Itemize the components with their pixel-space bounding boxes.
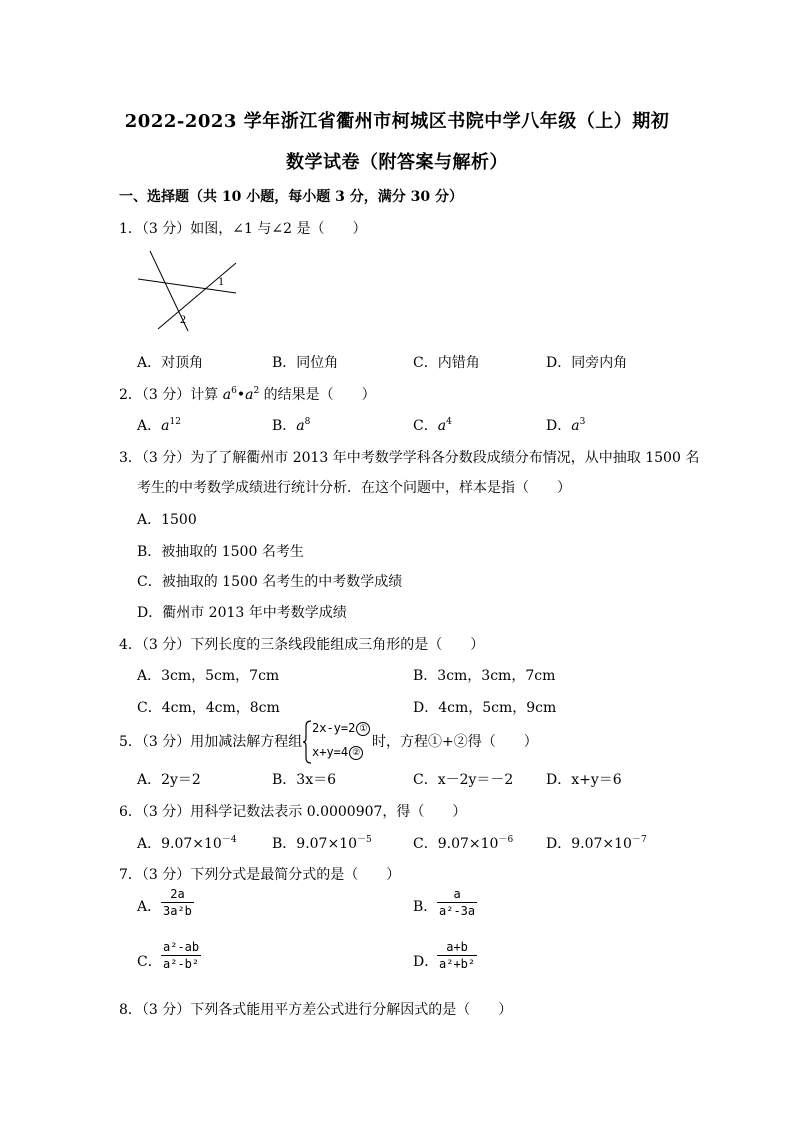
- question-1-option-c: C．内错角: [413, 355, 480, 371]
- section-heading-choice: 一、选择题（共 10 小题，每小题 3 分，满分 30 分）: [119, 189, 463, 205]
- question-3-option-d: D．衢州市 2013 年中考数学成绩: [137, 605, 347, 621]
- system-equation-1: 2x-y=2 ①: [312, 721, 370, 736]
- question-7-option-b-letter: B．: [413, 899, 438, 915]
- question-7-option-a-fraction: 2a 3a²b: [163, 887, 192, 918]
- question-8-stem: 8．（3 分）下列各式能用平方差公式进行分解因式的是（ ）: [119, 1002, 513, 1018]
- question-5-option-a: A．2y＝2: [137, 772, 201, 788]
- question-3-option-a: A．1500: [137, 512, 197, 528]
- question-7-option-d-fraction: a+b a²+b²: [439, 940, 476, 971]
- angle-label-1: 1: [218, 274, 224, 288]
- question-6-option-a: A．$9.07\times 10^{-4}$: [137, 835, 237, 852]
- equation-tag-2: ②: [349, 746, 363, 760]
- question-3-stem-line-1: 3．（3 分）为了了解衢州市 2013 年中考数学学科各分数段成绩分布情况，从中抽取 1500 名: [119, 450, 700, 466]
- q2-exp-1: 6: [231, 386, 237, 396]
- question-6-option-c: C．$9.07\times 10^{-6}$: [413, 835, 514, 852]
- question-6-option-b: B．$9.07\times 10^{-5}$: [272, 835, 372, 852]
- equation-tag-1: ①: [356, 722, 370, 736]
- question-7-option-b-fraction: a a²-3a: [439, 887, 476, 918]
- question-3-option-b: B．被抽取的 1500 名考生: [137, 544, 304, 560]
- transversal-line-2: [158, 263, 236, 329]
- angle-label-2: 2: [180, 312, 186, 326]
- question-7-stem: 7．（3 分）下列分式是最简分式的是（ ）: [119, 867, 401, 883]
- question-5-stem-suffix: 时，方程①+②得（ ）: [372, 734, 538, 750]
- question-7-option-d-letter: D．: [413, 954, 439, 970]
- question-4-option-b: B．3cm，3cm，7cm: [413, 668, 556, 684]
- question-1-figure: [136, 247, 246, 335]
- question-2-stem: [119, 384, 376, 404]
- question-5-option-d: D．x+y＝6: [546, 772, 622, 788]
- question-1-option-d: D．同旁内角: [546, 355, 628, 371]
- q2-prefix: 2．（3 分）计算: [119, 387, 223, 403]
- q2-suffix: 的结果是（ ）: [259, 387, 376, 403]
- question-6-option-d: D．$9.07\times 10^{-7}$: [546, 835, 647, 852]
- q2-exp-2: 2: [253, 386, 260, 396]
- question-5-option-b: B．3x＝6: [272, 772, 336, 788]
- question-5-stem-prefix: 5．（3 分）用加减法解方程组: [119, 734, 303, 750]
- question-4-stem: 4．（3 分）下列长度的三条线段能组成三角形的是（ ）: [119, 637, 485, 653]
- question-3-stem-line-2: 考生的中考数学成绩进行统计分析．在这个问题中，样本是指（ ）: [137, 480, 571, 496]
- question-7-option-c-fraction: a²-ab a²-b²: [163, 940, 200, 971]
- system-brace: [302, 720, 312, 764]
- q2-dot: •: [236, 387, 246, 403]
- question-4-option-c: C．4cm，4cm，8cm: [137, 700, 280, 716]
- question-1-option-b: B．同位角: [272, 355, 339, 371]
- question-2-option-c: C．$a^4$: [413, 417, 452, 434]
- q2-base-1: a: [222, 387, 232, 403]
- document-title-line-1: 2022-2023 学年浙江省衢州市柯城区书院中学八年级（上）期初: [124, 111, 670, 132]
- question-2-option-a: A．$a^{12}$: [137, 417, 181, 434]
- question-2-option-b: B．$a^8$: [272, 417, 311, 434]
- document-title-line-2: 数学试卷（附答案与解析）: [286, 152, 508, 173]
- question-1-option-a: A．对顶角: [137, 355, 204, 371]
- question-2-option-d: D．$a^3$: [546, 417, 586, 434]
- question-4-option-d: D．4cm，5cm，9cm: [413, 700, 557, 716]
- question-7-option-c-letter: C．: [137, 954, 162, 970]
- question-7-option-a-letter: A．: [137, 899, 162, 915]
- system-equation-2: x+y=4 ②: [312, 745, 363, 760]
- question-5-option-c: C．x－2y＝－2: [413, 772, 514, 788]
- question-4-option-a: A．3cm，5cm，7cm: [137, 668, 280, 684]
- question-3-option-c: C．被抽取的 1500 名考生的中考数学成绩: [137, 574, 403, 590]
- question-1-stem: 1．（3 分）如图，∠1 与∠2 是（ ）: [119, 221, 367, 237]
- q2-base-2: a: [245, 387, 254, 403]
- question-6-stem: 6．（3 分）用科学记数法表示 0.0000907，得（ ）: [119, 804, 467, 820]
